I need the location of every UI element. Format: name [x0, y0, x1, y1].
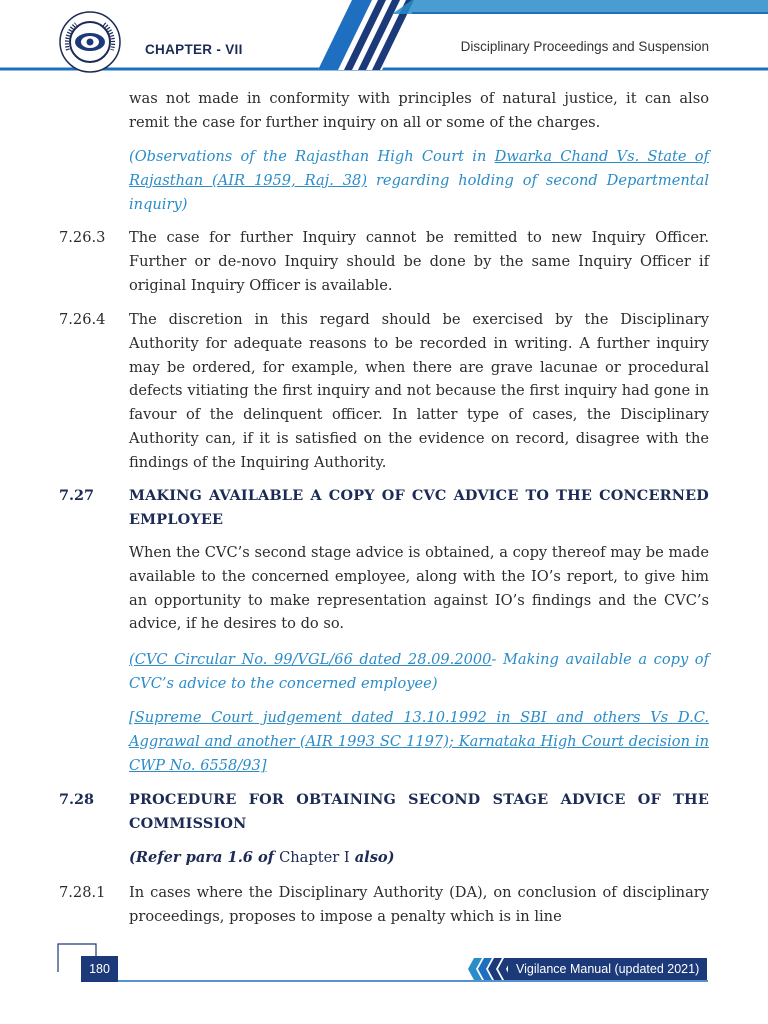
refer-text: also): [349, 849, 395, 866]
intro-paragraph: was not made in conformity with principles of natural justice, it can also remit the case for further inquiry on all or some of the charges.: [129, 90, 709, 131]
judgement-link[interactable]: [Supreme Court judgement dated 13.10.1992 in SBI and others Vs D.C. Aggrawal and another (AIR 1993 SC 1197); Karnataka High Court decision in CWP No. 6558/93]: [129, 709, 709, 774]
reference-text: regarding holding of second Departmental inquiry): [129, 171, 709, 213]
refer-note: [129, 846, 395, 870]
circular-link[interactable]: (CVC Circular No. 99/VGL/66 dated 28.09.2000: [129, 651, 492, 668]
manual-title: Vigilance Manual (updated 2021): [508, 958, 707, 980]
section-number: 7.27: [59, 487, 95, 504]
paragraph-7-26-3: The case for further Inquiry cannot be remitted to new Inquiry Officer. Further or de-novo Inquiry should be done by the same Inquiry Officer if original Inquiry Officer is available.: [129, 229, 709, 294]
reference-rajasthan: [129, 145, 709, 216]
chapter-reference: Chapter I: [279, 849, 350, 866]
case-link[interactable]: Dwarka Chand Vs. State of Rajasthan (AIR 1959, Raj. 38): [129, 148, 709, 189]
running-title: Disciplinary Proceedings and Suspension: [460, 39, 709, 54]
chapter-label: CHAPTER - VII: [145, 42, 243, 57]
para-number: 7.26.4: [59, 311, 106, 328]
section-heading-7-27: MAKING AVAILABLE A COPY OF CVC ADVICE TO THE CONCERNED EMPLOYEE: [129, 487, 709, 528]
para-number: 7.28.1: [59, 884, 106, 901]
reference-judgement: [129, 706, 709, 777]
paragraph-7-26-4: The discretion in this regard should be exercised by the Disciplinary Authority for adequate reasons to be recorded in writing. A further inquiry may be ordered, for example, when there are grave lacunae or procedural defects vitiating the first inquiry and not because the first inquiry had gone in favour of the delinquent officer. In latter type of cases, the Disciplinary Authority can, if it is satisfied on the evidence on record, disagree with the findings of the Inquiring Authority.: [129, 311, 709, 471]
reference-text: - Making available a copy of CVC’s advice to the concerned employee): [129, 651, 709, 692]
reference-cvc-circular: [129, 648, 709, 696]
paragraph-7-28-1: In cases where the Disciplinary Authority (DA), on conclusion of disciplinary proceedings, proposes to impose a penalty which is in line: [129, 884, 709, 925]
para-number: 7.26.3: [59, 229, 106, 246]
section-heading-7-28: PROCEDURE FOR OBTAINING SECOND STAGE ADVICE OF THE COMMISSION: [129, 791, 709, 832]
refer-text: (Refer para 1.6 of: [129, 849, 280, 866]
reference-text: (Observations of the Rajasthan High Court in: [129, 148, 495, 165]
page-number: 180: [81, 956, 118, 982]
section-number: 7.28: [59, 791, 95, 808]
page-header: [0, 0, 768, 74]
paragraph-7-27: When the CVC’s second stage advice is obtained, a copy thereof may be made available to the concerned employee, along with the IO’s report, to give him an opportunity to make representation against IO’s findings and the CVC’s advice, if he desires to do so.: [129, 544, 709, 633]
cvc-logo: [58, 10, 122, 74]
